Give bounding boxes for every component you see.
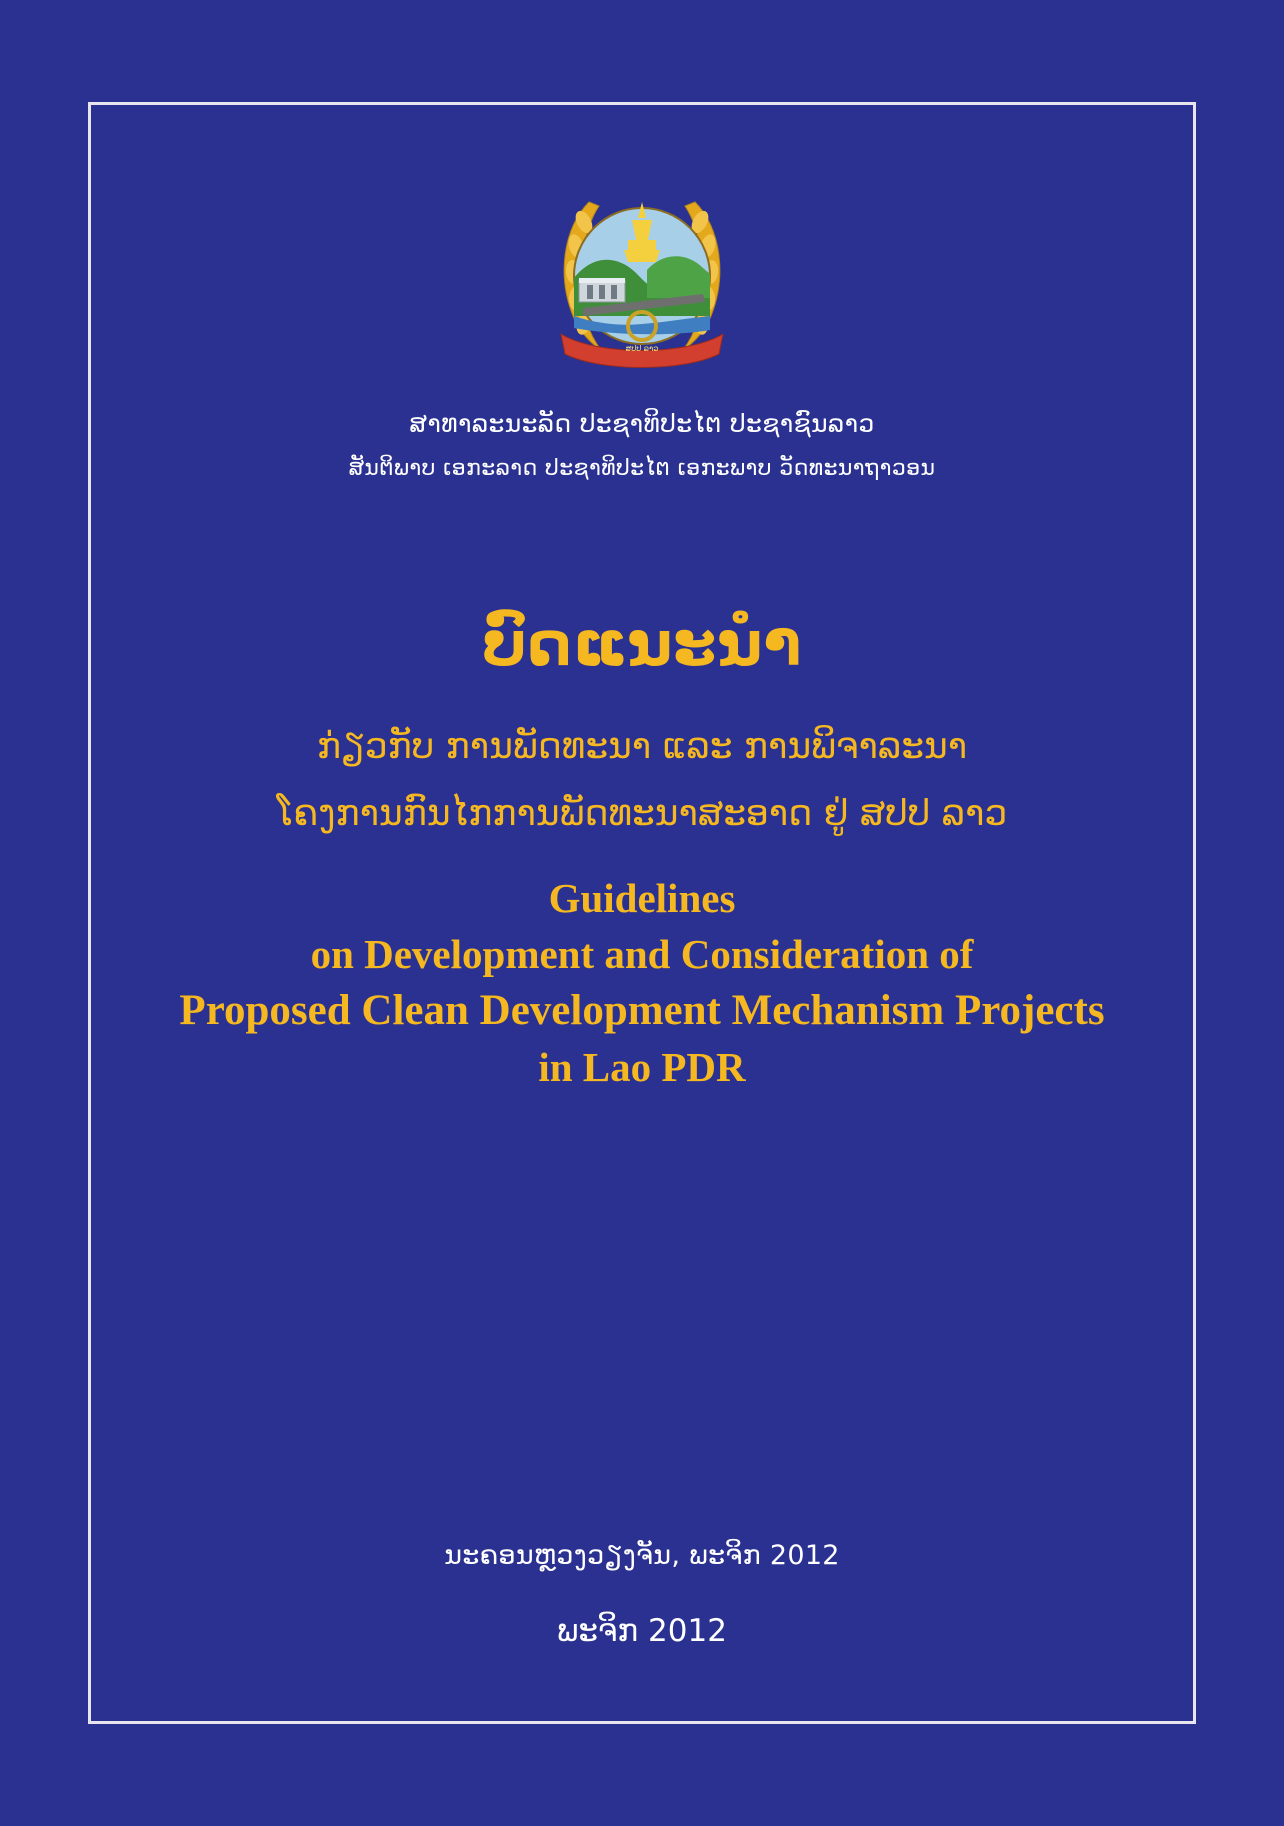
publisher-location: ນະຄອນຫຼວງວຽງຈັນ, ພະຈິກ 2012: [444, 1540, 840, 1571]
title-en-line-4: in Lao PDR: [538, 1044, 746, 1091]
country-header: [120, 400, 1164, 489]
cover-footer: [120, 1540, 1164, 1649]
title-en-line-1: Guidelines: [548, 875, 736, 922]
subtitle-lao: [120, 714, 1164, 847]
title-en-line-3: Proposed Clean Development Mechanism Projects: [179, 987, 1105, 1035]
publication-date: ພະຈິກ 2012: [557, 1613, 727, 1649]
emblem-container: [120, 166, 1164, 376]
title-en-line-2: on Development and Consideration of: [310, 930, 974, 977]
title-lao: ບົດແນະນໍາ: [481, 607, 803, 681]
lao-national-emblem-icon: [527, 166, 757, 376]
svg-text:ສປປ ລາວ: ສປປ ລາວ: [625, 344, 659, 353]
subtitle-lao-line-2: ໂຄງການກົນໄກການພັດທະນາສະອາດ ຢູ່ ສປປ ລາວ: [276, 792, 1008, 834]
subtitle-lao-line-1: ກ່ຽວກັບ ການພັດທະນາ ແລະ ການພິຈາລະນາ: [316, 726, 968, 768]
country-name-line: ສາທາລະນະລັດ ປະຊາທິປະໄຕ ປະຊາຊົນລາວ: [409, 409, 875, 438]
title-english: [120, 871, 1164, 1095]
cover-content: [120, 130, 1164, 1096]
national-motto-line: ສັນຕິພາບ ເອກະລາດ ປະຊາທິປະໄຕ ເອກະພາບ ວັດທະນາຖາວອນ: [348, 455, 936, 481]
